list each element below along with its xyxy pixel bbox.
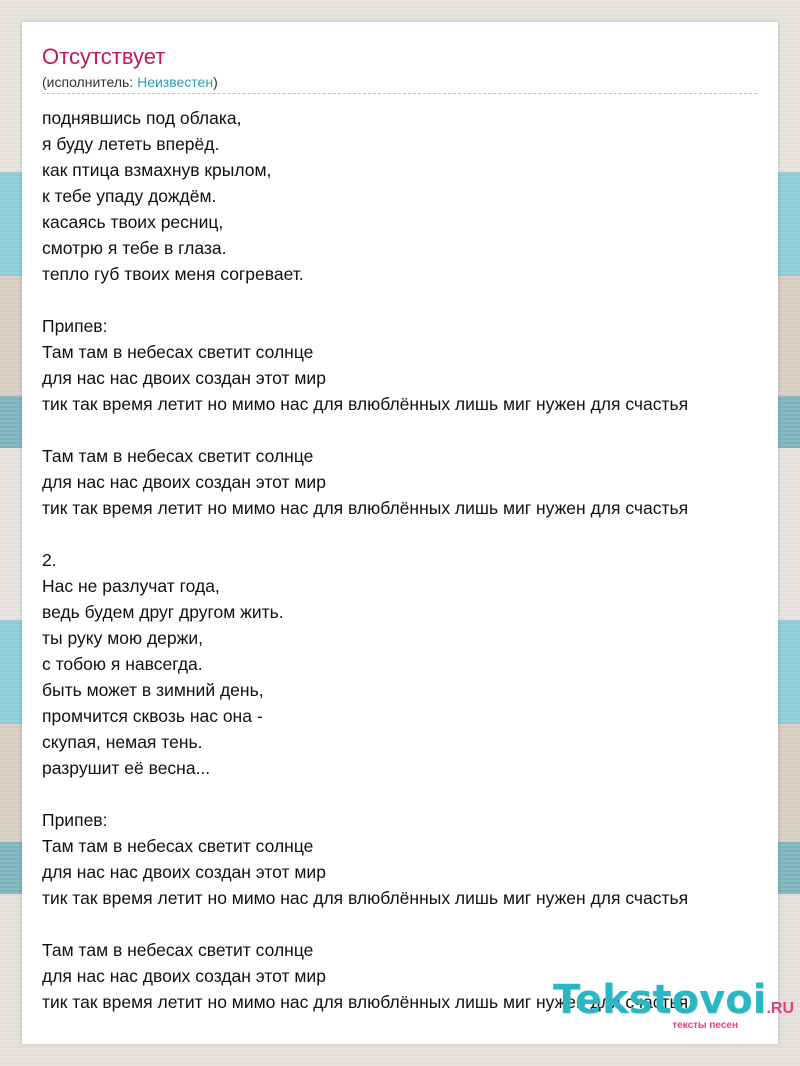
lyric-line: для нас нас двоих создан этот мир — [42, 966, 326, 986]
lyric-line: 2. — [42, 550, 57, 570]
lyric-line — [42, 911, 800, 937]
logo-tagline: тексты песен — [672, 1020, 738, 1031]
lyric-line: к тебе упаду дождём. — [42, 186, 217, 206]
lyric-line: ты руку мою держи, — [42, 628, 203, 648]
lyric-line: с тобою я навсегда. — [42, 654, 203, 674]
lyric-line: Припев: — [42, 810, 108, 830]
lyric-line: тик так время летит но мимо нас для влюблённых лишь миг нужен для счастья — [42, 888, 689, 908]
lyric-line: Припев: — [42, 316, 108, 336]
lyric-line — [42, 417, 800, 443]
song-title: Отсутствует — [42, 44, 166, 69]
lyric-line: Там там в небесах светит солнце — [42, 446, 314, 466]
artist-link[interactable]: Неизвестен — [137, 74, 214, 90]
lyric-line — [42, 781, 800, 807]
lyrics-text — [42, 105, 800, 1015]
lyric-line: касаясь твоих ресниц, — [42, 212, 224, 232]
logo-domain: .RU — [766, 1000, 794, 1017]
lyric-line: тик так время летит но мимо нас для влюблённых лишь миг нужен для счастья — [42, 498, 689, 518]
lyric-line: Нас не разлучат года, — [42, 576, 220, 596]
lyric-line: промчится сквозь нас она - — [42, 706, 263, 726]
lyric-line: Там там в небесах светит солнце — [42, 940, 314, 960]
lyric-line: для нас нас двоих создан этот мир — [42, 368, 326, 388]
lyric-line: смотрю я тебе в глаза. — [42, 238, 227, 258]
lyric-line: я буду лететь вперёд. — [42, 134, 220, 154]
lyric-line: для нас нас двоих создан этот мир — [42, 472, 326, 492]
lyric-line — [42, 521, 800, 547]
lyric-line: разрушит её весна... — [42, 758, 211, 778]
lyric-line — [42, 287, 800, 313]
title-divider — [42, 93, 757, 94]
lyric-line: Там там в небесах светит солнце — [42, 836, 314, 856]
lyric-line: ведь будем друг другом жить. — [42, 602, 284, 622]
artist-suffix: ) — [213, 74, 218, 90]
lyric-line: тепло губ твоих меня согревает. — [42, 264, 304, 284]
lyric-line: тик так время летит но мимо нас для влюблённых лишь миг нужен для счастья — [42, 992, 689, 1012]
lyric-line: скупая, немая тень. — [42, 732, 203, 752]
site-logo[interactable] — [553, 977, 794, 1032]
lyrics-card — [22, 22, 778, 1044]
artist-line — [42, 74, 218, 90]
lyric-line: для нас нас двоих создан этот мир — [42, 862, 326, 882]
lyric-line: Там там в небесах светит солнце — [42, 342, 314, 362]
artist-prefix: (исполнитель: — [42, 74, 138, 90]
lyric-line: как птица взмахнув крылом, — [42, 160, 272, 180]
logo-wordmark: Tekstovoi — [553, 977, 767, 1023]
lyric-line: быть может в зимний день, — [42, 680, 264, 700]
lyric-line: тик так время летит но мимо нас для влюблённых лишь миг нужен для счастья — [42, 394, 689, 414]
lyric-line: поднявшись под облака, — [42, 108, 242, 128]
